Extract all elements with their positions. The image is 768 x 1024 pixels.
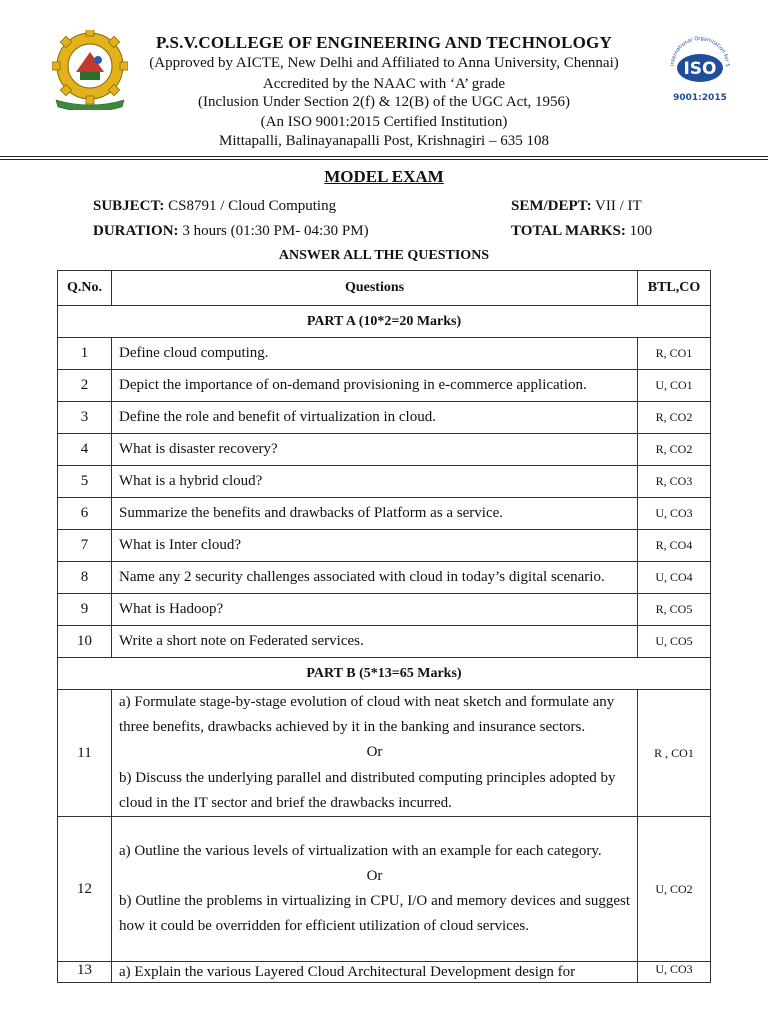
question-option-a: a) Outline the various levels of virtualization with an example for each category. (119, 842, 602, 859)
btl-co: U, CO5 (638, 626, 711, 658)
header-btl-co: BTL,CO (638, 271, 711, 306)
question-text: What is a hybrid cloud? (112, 466, 638, 498)
question-option-a: a) Explain the various Layered Cloud Architectural Development design for (119, 964, 576, 981)
question-number: 3 (58, 402, 112, 434)
iso-logo (664, 32, 736, 108)
btl-co: R , CO1 (638, 690, 711, 817)
duration-label: DURATION: (93, 223, 179, 239)
exam-title: MODEL EXAM (324, 167, 444, 186)
question-number: 9 (58, 594, 112, 626)
table-row (58, 498, 711, 530)
duration-value: 3 hours (01:30 PM- 04:30 PM) (182, 223, 369, 239)
subject-value: CS8791 / Cloud Computing (168, 198, 337, 214)
question-text: Write a short note on Federated services. (112, 626, 638, 658)
table-row (58, 594, 711, 626)
table-row (58, 530, 711, 562)
table-row (58, 962, 711, 983)
question-number: 11 (58, 690, 112, 817)
part-a-title: PART A (10*2=20 Marks) (58, 306, 711, 338)
question-text (112, 962, 638, 983)
college-name: P.S.V.COLLEGE OF ENGINEERING AND TECHNOLOGY (156, 33, 612, 52)
question-option-a: a) Formulate stage-by-stage evolution of cloud with neat sketch and formulate any three benefits, drawbacks achieved by it in the banking and insurance sectors. (119, 694, 615, 736)
duration-field (93, 223, 369, 240)
question-number: 7 (58, 530, 112, 562)
question-table (57, 270, 711, 983)
total-marks-value: 100 (629, 223, 653, 239)
btl-co: U, CO3 (638, 962, 711, 983)
semdept-field (511, 198, 642, 215)
table-row (58, 690, 711, 817)
question-number: 12 (58, 817, 112, 962)
header-questions: Questions (112, 271, 638, 306)
question-text: Define cloud computing. (112, 338, 638, 370)
part-b-title: PART B (5*13=65 Marks) (58, 658, 711, 690)
btl-co: R, CO1 (638, 338, 711, 370)
header-qno: Q.No. (58, 271, 112, 306)
college-header (0, 0, 768, 160)
address-line: Mittapalli, Balinayanapalli Post, Krishnagiri – 635 108 (219, 133, 549, 149)
total-marks-label: TOTAL MARKS: (511, 223, 626, 239)
question-number: 6 (58, 498, 112, 530)
question-number: 4 (58, 434, 112, 466)
question-number: 8 (58, 562, 112, 594)
question-text: Define the role and benefit of virtualization in cloud. (112, 402, 638, 434)
question-text (112, 817, 638, 962)
question-text: Summarize the benefits and drawbacks of Platform as a service. (112, 498, 638, 530)
header-divider-double (0, 159, 768, 160)
table-row (58, 338, 711, 370)
question-text: Depict the importance of on-demand provisioning in e-commerce application. (112, 370, 638, 402)
btl-co: U, CO2 (638, 817, 711, 962)
question-number: 5 (58, 466, 112, 498)
table-row (58, 370, 711, 402)
btl-co: R, CO2 (638, 434, 711, 466)
table-row (58, 466, 711, 498)
question-text: Name any 2 security challenges associated with cloud in today’s digital scenario. (112, 562, 638, 594)
btl-co: R, CO3 (638, 466, 711, 498)
or-separator: Or (366, 744, 383, 761)
btl-co: R, CO2 (638, 402, 711, 434)
iso-cert-number: 9001:2015 (673, 93, 727, 103)
question-number: 2 (58, 370, 112, 402)
iso-logo-text: ISO (683, 59, 717, 79)
ugc-line: (Inclusion Under Section 2(f) & 12(B) of the UGC Act, 1956) (197, 94, 570, 110)
subject-field (93, 198, 336, 215)
accreditation-line: Accredited by the NAAC with ‘A’ grade (262, 76, 506, 92)
question-option-b: b) Discuss the underlying parallel and distributed computing principles adopted by cloud in the IT sector and brief the drawbacks incurred. (119, 769, 616, 811)
question-text: What is disaster recovery? (112, 434, 638, 466)
btl-co: R, CO5 (638, 594, 711, 626)
instruction-text: ANSWER ALL THE QUESTIONS (278, 248, 490, 263)
subject-label: SUBJECT: (93, 198, 165, 214)
or-separator: Or (366, 867, 383, 884)
table-row (58, 562, 711, 594)
iso-ring-text: International Organization for S (669, 35, 731, 67)
affiliation-line: (Approved by AICTE, New Delhi and Affiliated to Anna University, Chennai) (149, 55, 619, 71)
question-number: 1 (58, 338, 112, 370)
table-row (58, 402, 711, 434)
btl-co: U, CO3 (638, 498, 711, 530)
table-header-row (58, 271, 711, 306)
question-number: 13 (58, 962, 112, 983)
table-row (58, 434, 711, 466)
question-text: What is Hadoop? (112, 594, 638, 626)
semdept-value: VII / IT (595, 198, 642, 214)
part-a-row (58, 306, 711, 338)
btl-co: U, CO4 (638, 562, 711, 594)
question-text: What is Inter cloud? (112, 530, 638, 562)
part-b-row (58, 658, 711, 690)
question-option-b: b) Outline the problems in virtualizing in CPU, I/O and memory devices and suggest how it could be overridden for efficient utilization of cloud services. (119, 893, 630, 935)
semdept-label: SEM/DEPT: (511, 198, 592, 214)
total-marks-field (511, 223, 652, 240)
iso-line: (An ISO 9001:2015 Certified Institution) (260, 114, 508, 130)
question-number: 10 (58, 626, 112, 658)
btl-co: U, CO1 (638, 370, 711, 402)
question-text (112, 690, 638, 817)
table-row (58, 817, 711, 962)
table-row (58, 626, 711, 658)
btl-co: R, CO4 (638, 530, 711, 562)
header-divider (0, 156, 768, 157)
